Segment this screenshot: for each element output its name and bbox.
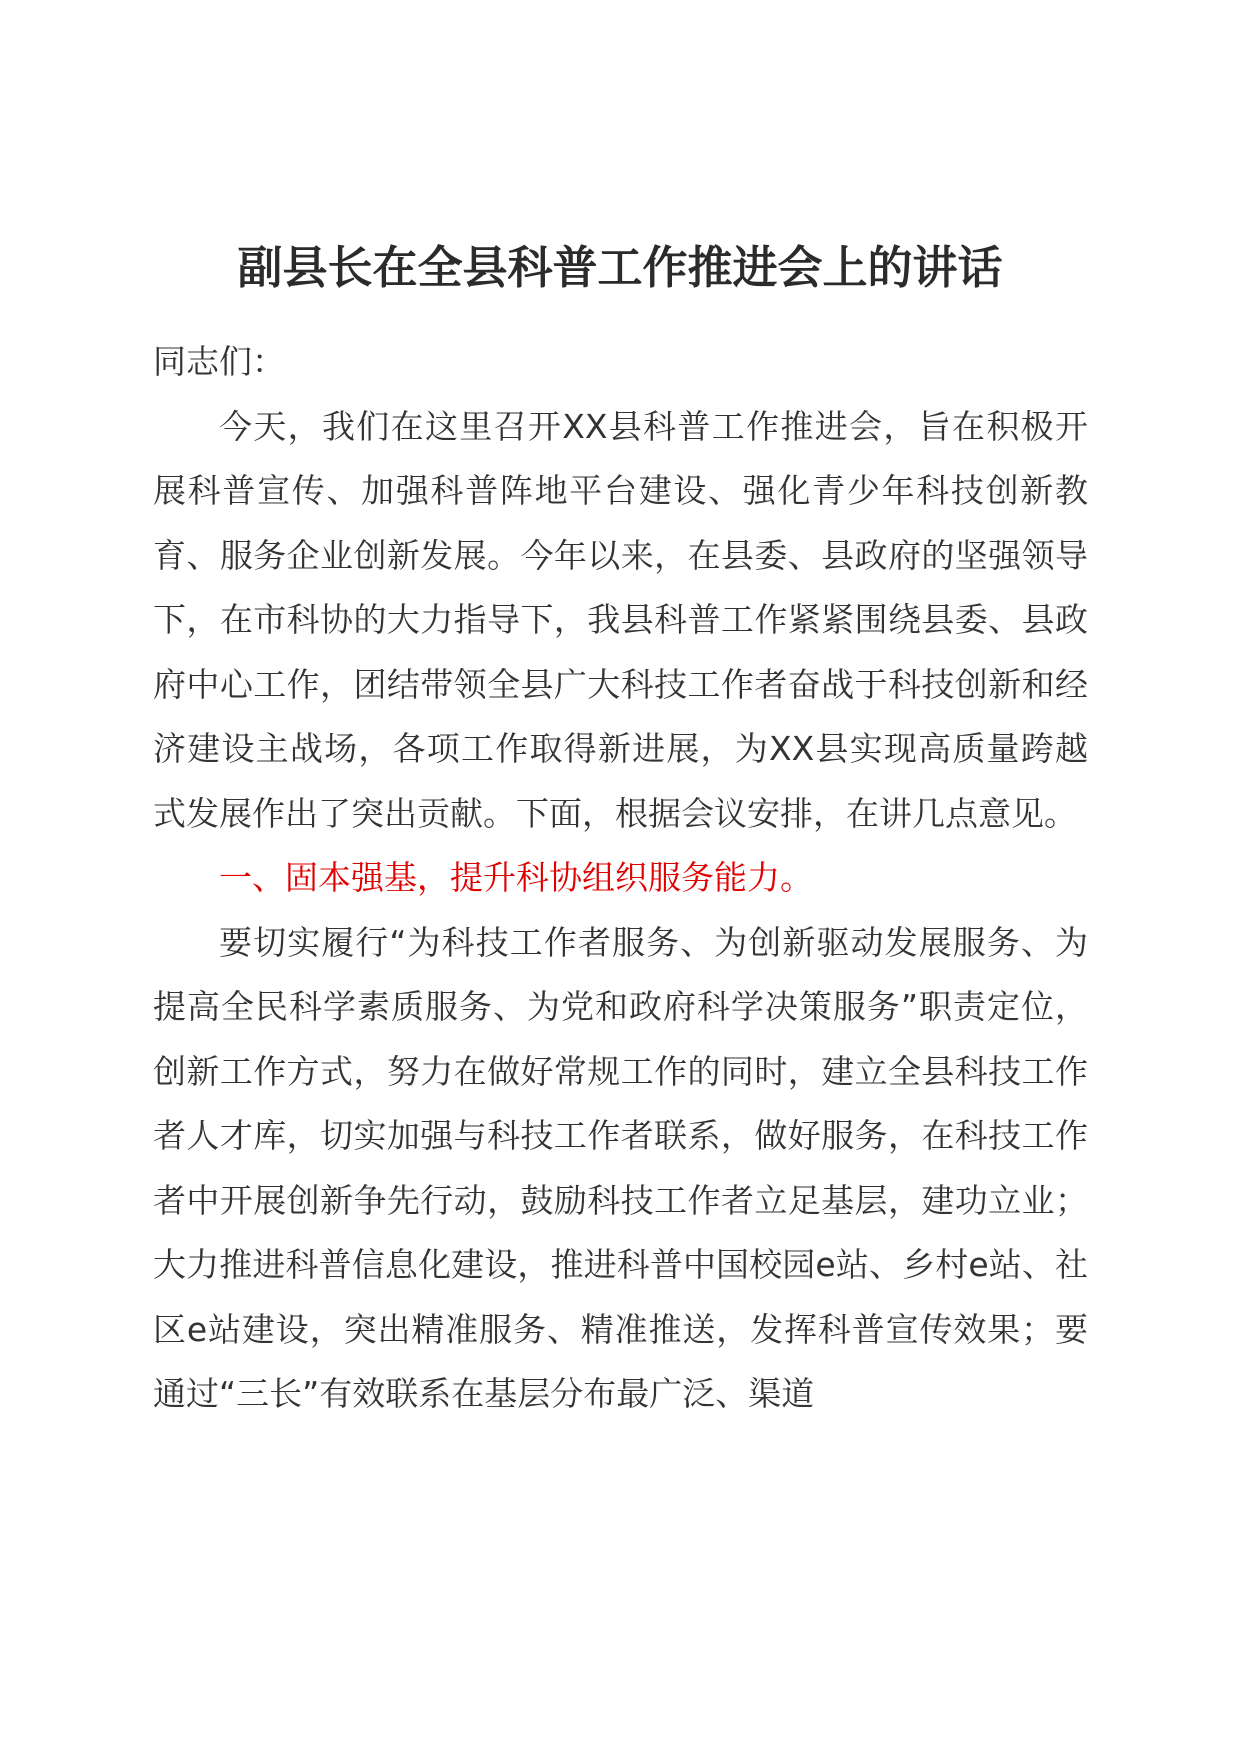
paragraph-section-1: 要切实履行“为科技工作者服务、为创新驱动发展服务、为提高全民科学素质服务、为党和政府科学决策服务”职责定位，创新工作方式，努力在做好常规工作的同时，建立全县科技工作者人才库，切实加强与科技工作者联系，做好服务，在科技工作者中开展创新争先行动，鼓励科技工作者立足基层，建功立业；大力推进科普信息化建设，推进科普中国校园e站、乡村e站、社区e站建设，突出精准服务、精准推送，发挥科普宣传效果；要通过“三长”有效联系在基层分布最广泛、渠道 [153,922,1088,1413]
paragraph-intro: 今天，我们在这里召开XX县科普工作推进会，旨在积极开展科普宣传、加强科普阵地平台建设、强化青少年科技创新教育、服务企业创新发展。今年以来，在县委、县政府的坚强领导下，在市科协的大力指导下，我县科普工作紧紧围绕县委、县政府中心工作，团结带领全县广大科技工作者奋战于科技创新和经济建设主战场，各项工作取得新进展，为XX县实现高质量跨越式发展作出了突出贡献。下面，根据会议安排，在讲几点意见。 [153,406,1088,833]
section-heading-1: 一、固本强基，提升科协组织服务能力。 [219,858,813,897]
document-title: 副县长在全县科普工作推进会上的讲话 [237,241,1003,294]
salutation: 同志们： [153,342,285,381]
document-body [153,330,1088,1427]
